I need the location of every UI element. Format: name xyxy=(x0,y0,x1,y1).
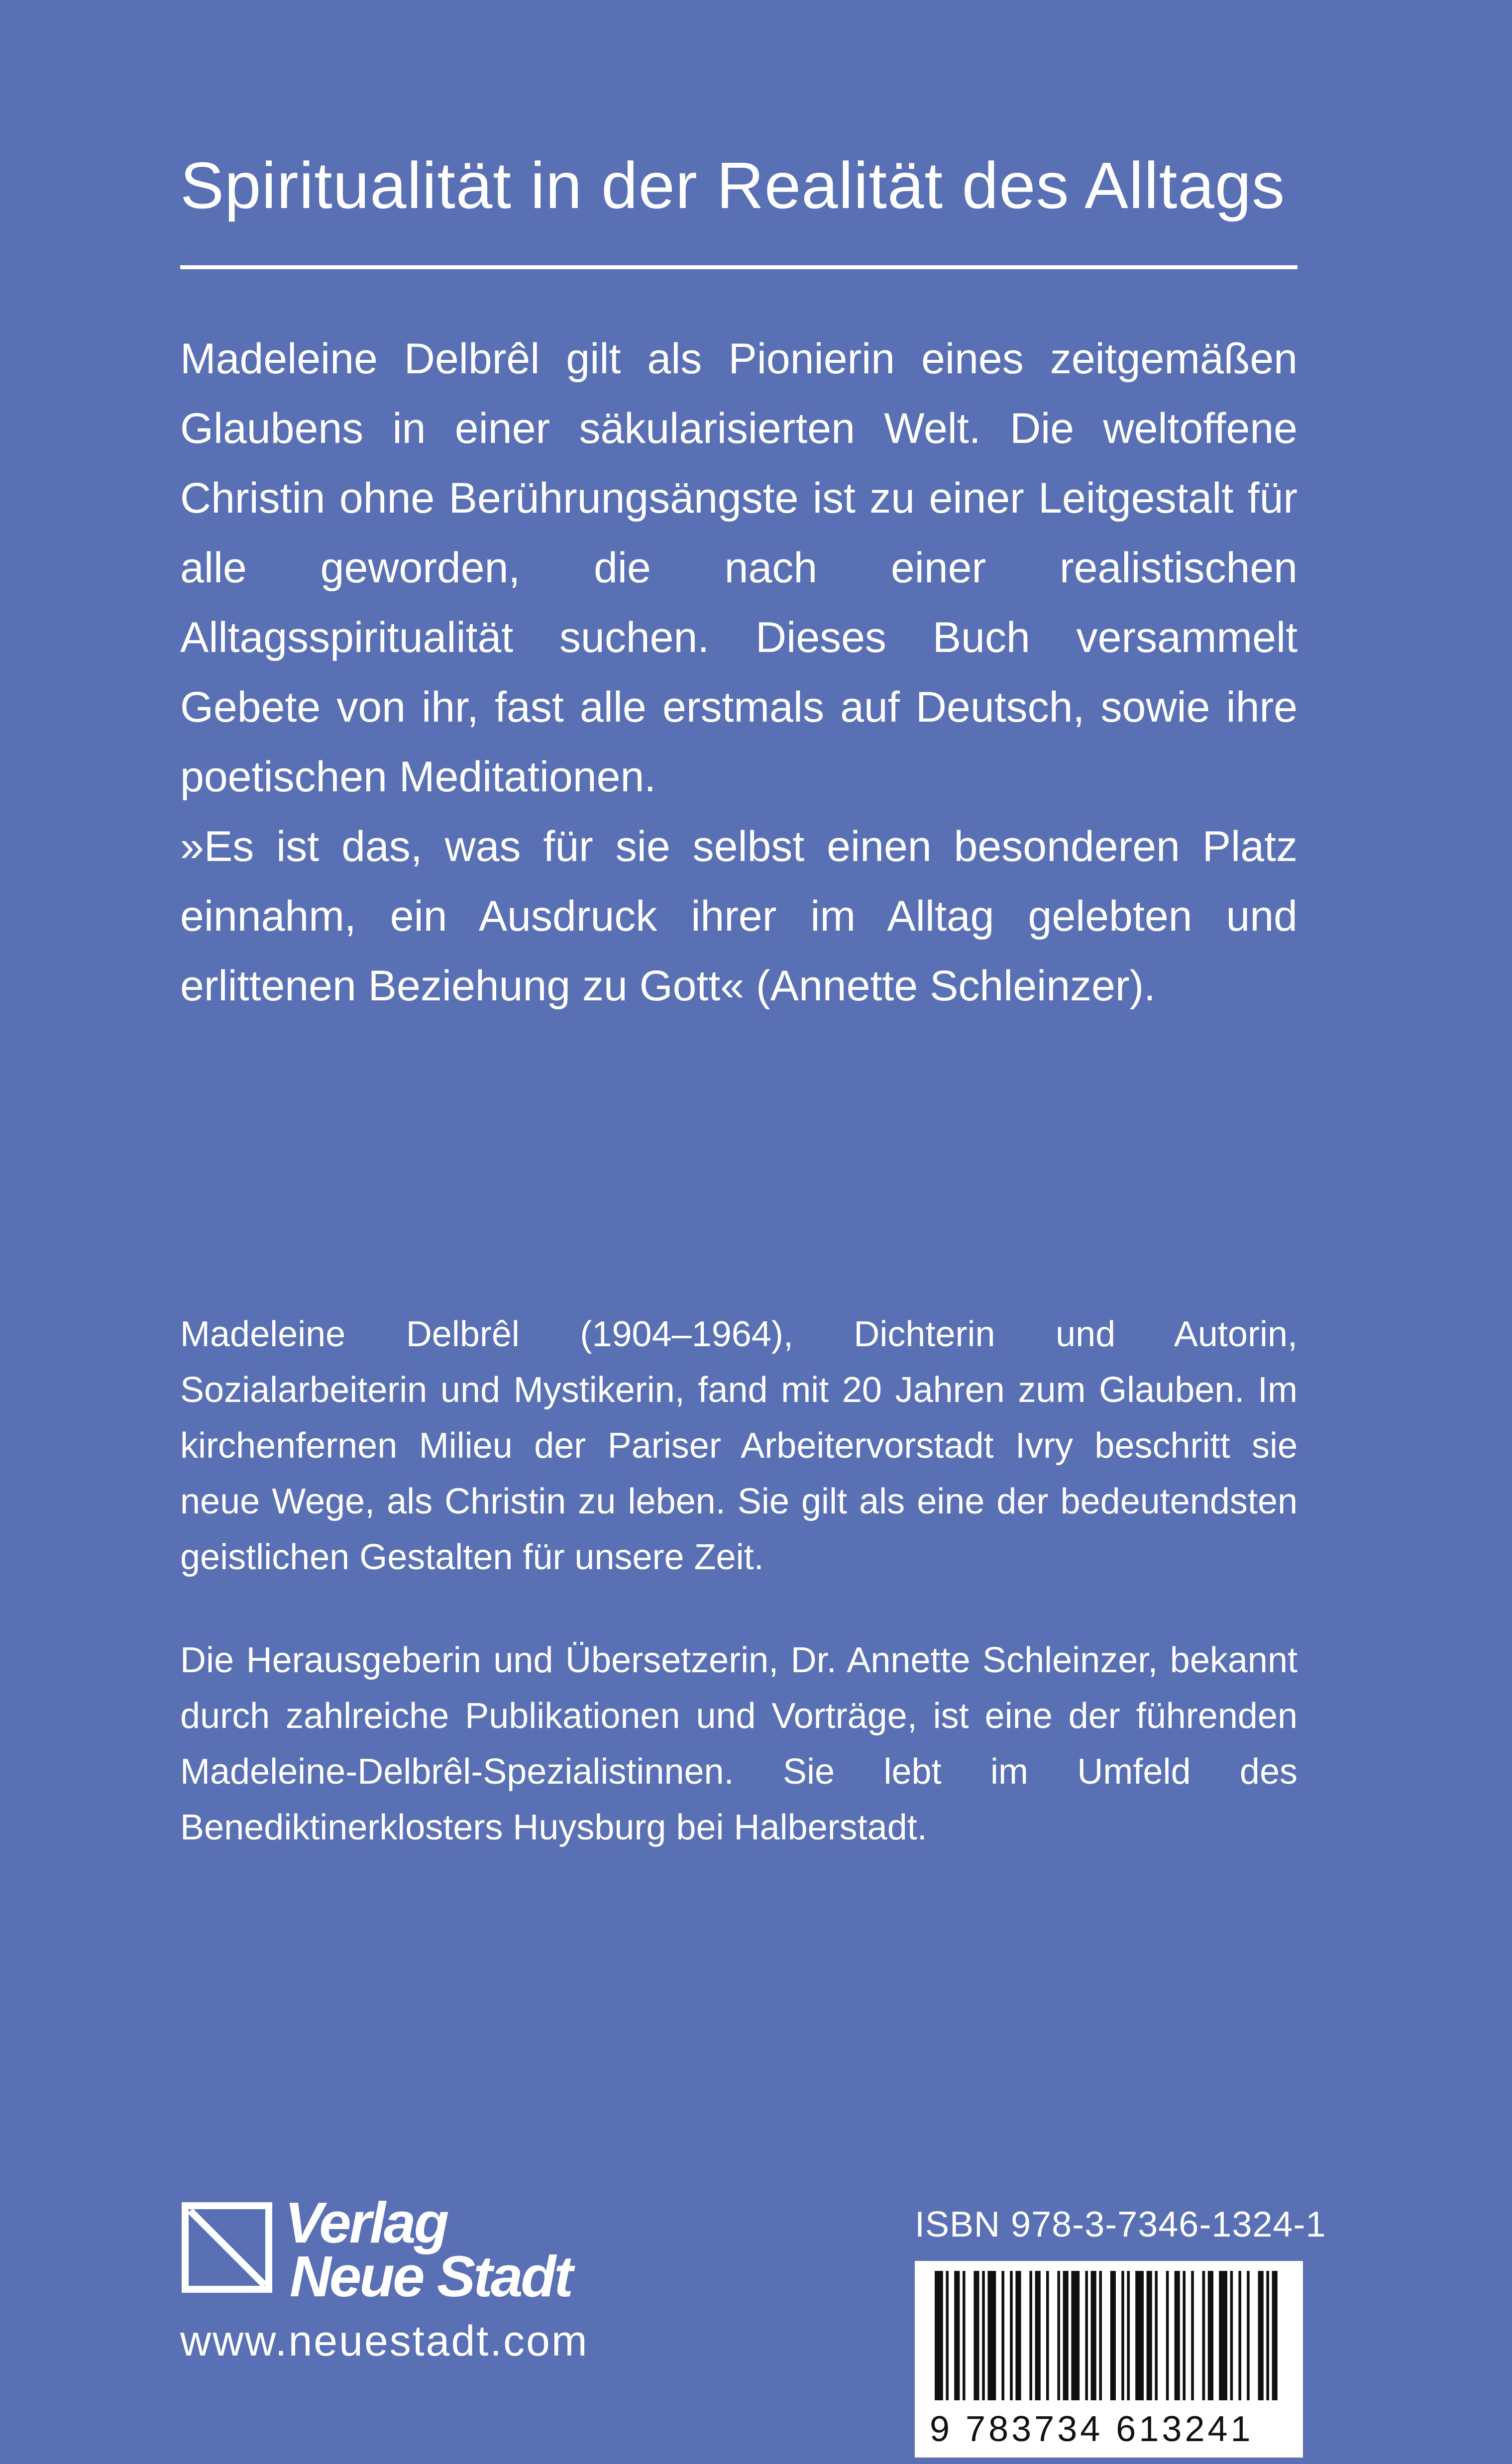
barcode-bar xyxy=(1029,2271,1032,2400)
publisher-website[interactable]: www.neuestadt.com xyxy=(180,2317,589,2365)
barcode-bar xyxy=(1071,2271,1080,2400)
barcode-bar xyxy=(935,2271,943,2400)
publisher-name xyxy=(285,2190,571,2309)
barcode-bar xyxy=(1147,2271,1152,2400)
barcode-bar xyxy=(946,2271,949,2400)
author-bio: Madeleine Delbrêl (1904–1964), Dichterin und Autorin, Sozialarbeiterin und Mystikerin, fand mit 20 Jahren zum Glauben. Im kirchenfernen Milieu der Pariser Arbeitervorstadt Ivry beschritt sie neue Wege, als Christin zu leben. Sie gilt als eine der bedeutendsten geistlichen Gestalten für unsere Zeit. xyxy=(180,1314,1297,1577)
publisher-name-line2: Neue Stadt xyxy=(290,2244,571,2309)
barcode-bar xyxy=(1046,2271,1049,2400)
barcode-bar xyxy=(1208,2271,1213,2400)
editor-bio: Die Herausgeberin und Übersetzerin, Dr. Annette Schleinzer, bekannt durch zahlreiche Publikationen und Vorträge, ist eine der führenden Madeleine-Delbrêl-Spezialistinnen. Sie lebt im Umfeld des Benediktinerklosters Huysburg bei Halberstadt. xyxy=(180,1640,1297,1847)
barcode-bar xyxy=(1258,2271,1264,2400)
barcode-bar xyxy=(1063,2271,1069,2400)
barcode-bar xyxy=(1272,2271,1278,2400)
barcode-bar xyxy=(1266,2271,1269,2400)
barcode-bar xyxy=(1202,2271,1205,2400)
barcode-digits: 9 783734 613241 xyxy=(930,2409,1254,2449)
barcode-bar xyxy=(1010,2271,1013,2400)
barcode-bar xyxy=(1230,2271,1233,2400)
barcode-bar xyxy=(954,2271,960,2400)
barcode xyxy=(915,2261,1303,2458)
publisher-logo-icon xyxy=(180,2200,275,2309)
back-cover-content xyxy=(180,149,1297,1021)
barcode-bar xyxy=(1183,2271,1186,2400)
barcode-bar xyxy=(1110,2271,1116,2400)
barcode-bar xyxy=(963,2271,966,2400)
barcode-bar xyxy=(1127,2271,1130,2400)
barcode-bar xyxy=(1166,2271,1169,2400)
description xyxy=(180,324,1297,1021)
barcode-bar xyxy=(1001,2271,1004,2400)
headline: Spiritualität in der Realität des Alltags xyxy=(180,149,1286,222)
barcode-bar xyxy=(1121,2271,1124,2400)
isbn-label: ISBN 978-3-7346-1324-1 xyxy=(915,2205,1326,2245)
barcode-bars xyxy=(915,2261,1303,2410)
description-paragraph: Madeleine Delbrêl gilt als Pionierin eines zeitgemäßen Glaubens in einer säkularisierten Welt. Die weltoffene Christin ohne Berührungsängste ist zu einer Leitgestalt für alle geworden, die nach einer realistischen Alltagsspiritualität suchen. Dieses Buch versammelt Gebete von ihr, fast alle erstmals auf Deutsch, sowie ihre poetischen Meditationen. xyxy=(180,335,1297,801)
publisher-block xyxy=(180,2190,628,2409)
barcode-bar xyxy=(982,2271,985,2400)
barcode-bar xyxy=(1247,2271,1250,2400)
barcode-bar xyxy=(1057,2271,1060,2400)
barcode-bar xyxy=(987,2271,996,2400)
barcode-bar xyxy=(1238,2271,1241,2400)
barcode-bar xyxy=(1091,2271,1096,2400)
isbn-section xyxy=(915,2202,1326,2458)
barcode-bar xyxy=(1035,2271,1041,2400)
barcode-bar xyxy=(1191,2271,1194,2400)
publisher-name-line1: Verlag xyxy=(285,2190,447,2255)
barcode-bar xyxy=(1175,2271,1180,2400)
barcode-bar xyxy=(1015,2271,1021,2400)
bio-section xyxy=(180,1306,1297,1903)
barcode-bar xyxy=(1135,2271,1144,2400)
barcode-bar xyxy=(1099,2271,1102,2400)
barcode-bar xyxy=(1085,2271,1088,2400)
headline-divider xyxy=(180,265,1297,269)
description-quote: »Es ist das, was für sie selbst einen besonderen Platz einnahm, ein Ausdruck ihrer im Alltag gelebten und erlittenen Beziehung zu Gott« (Annette Schleinzer). xyxy=(180,823,1297,1010)
barcode-bar xyxy=(973,2271,979,2400)
barcode-bar xyxy=(1219,2271,1227,2400)
barcode-bar xyxy=(1155,2271,1158,2400)
